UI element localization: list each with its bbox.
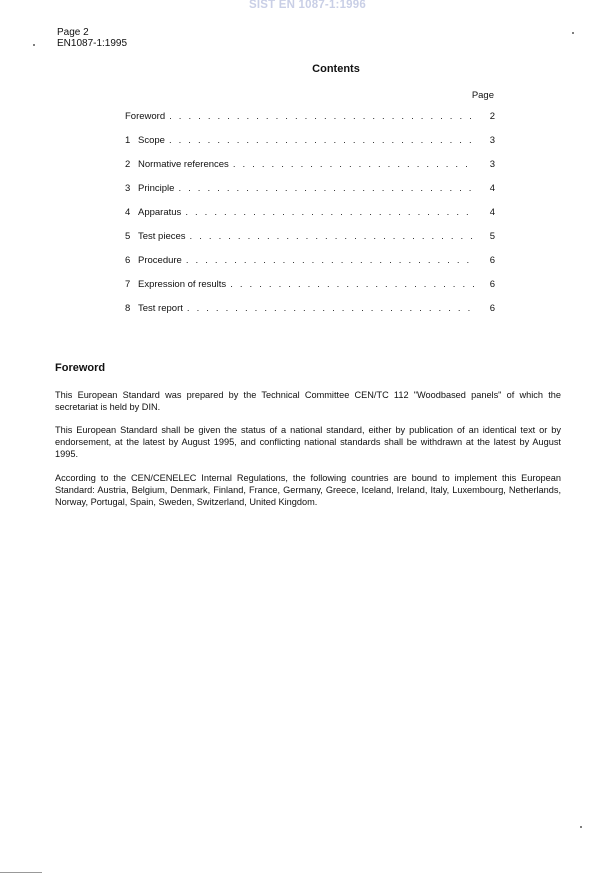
- toc-entry-label: Test report: [138, 303, 183, 314]
- toc-entry-number: 8: [125, 303, 131, 314]
- foreword-paragraph: According to the CEN/CENELEC Internal Regulations, the following countries are bound to implement this European Standard: Austria, Belgium, Denmark, Finland, France, Germany, Greece, Iceland, Ireland, Italy, Luxembourg, Netherlands, Norway, Portugal, Spain, Sweden, Switzerland, United Kingdom.: [55, 473, 561, 507]
- toc-entry-foreword[interactable]: [125, 111, 495, 135]
- toc-leader-dots: [169, 135, 475, 146]
- toc-entry-number: 2: [125, 159, 131, 170]
- toc-leader-dots: [233, 159, 475, 170]
- toc-entry-expression-of-results[interactable]: [125, 279, 495, 303]
- toc-leader-dots: [185, 207, 475, 218]
- toc-entry-number: 5: [125, 231, 131, 242]
- toc-entry-number: 4: [125, 207, 131, 218]
- foreword-paragraph: This European Standard was prepared by the Technical Committee CEN/TC 112 "Woodbased panels" of which the secretariat is held by DIN.: [55, 390, 561, 412]
- toc-entry-procedure[interactable]: [125, 255, 495, 279]
- toc-entry-number: 3: [125, 183, 131, 194]
- page-label: Page 2: [57, 27, 89, 38]
- toc-leader-dots: [230, 279, 475, 290]
- toc-entry-label: Scope: [138, 135, 165, 146]
- toc-entry-test-pieces[interactable]: [125, 231, 495, 255]
- toc-entry-apparatus[interactable]: [125, 207, 495, 231]
- toc-entry-normative-references[interactable]: [125, 159, 495, 183]
- toc-entry-page: 5: [489, 231, 495, 242]
- toc-entry-label: Principle: [138, 183, 175, 194]
- toc-entry-test-report[interactable]: [125, 303, 495, 327]
- toc-entry-principle[interactable]: [125, 183, 495, 207]
- foreword-paragraph: This European Standard shall be given the status of a national standard, either by publication of an identical text or by endorsement, at the latest by August 1995, and conflicting national standards shall be withdrawn at the latest by August 1995.: [55, 425, 561, 459]
- toc-leader-dots: [190, 231, 475, 242]
- scan-speck: [33, 44, 35, 46]
- toc-entry-label: Foreword: [125, 111, 166, 122]
- toc-entry-page: 6: [489, 255, 495, 266]
- scan-speck: [572, 32, 574, 34]
- toc-entry-page: 4: [489, 183, 495, 194]
- toc-entry-page: 6: [489, 279, 495, 290]
- toc-entry-label: Apparatus: [138, 207, 182, 218]
- toc-page-column-header: Page: [471, 90, 494, 101]
- toc-leader-dots: [186, 255, 475, 266]
- toc-leader-dots: [178, 183, 475, 194]
- watermark: SIST EN 1087-1:1996: [249, 0, 366, 11]
- document-id: EN1087-1:1995: [57, 38, 128, 49]
- table-of-contents: [125, 111, 495, 327]
- toc-entry-page: 6: [489, 303, 495, 314]
- toc-leader-dots: [187, 303, 475, 314]
- toc-entry-label: Test pieces: [138, 231, 186, 242]
- toc-entry-page: 4: [489, 207, 495, 218]
- foreword-heading: Foreword: [55, 362, 106, 374]
- toc-entry-label: Procedure: [138, 255, 182, 266]
- toc-entry-number: 1: [125, 135, 131, 146]
- toc-entry-scope[interactable]: [125, 135, 495, 159]
- toc-entry-label: Expression of results: [138, 279, 227, 290]
- toc-entry-page: 3: [489, 159, 495, 170]
- toc-entry-number: 7: [125, 279, 131, 290]
- toc-entry-label: Normative references: [138, 159, 229, 170]
- scan-speck: [580, 826, 582, 828]
- toc-leader-dots: [169, 111, 475, 122]
- toc-entry-number: 6: [125, 255, 131, 266]
- contents-title: Contents: [312, 63, 360, 75]
- toc-entry-page: 3: [489, 135, 495, 146]
- toc-entry-page: 2: [489, 111, 495, 122]
- footer-rule: [0, 872, 42, 873]
